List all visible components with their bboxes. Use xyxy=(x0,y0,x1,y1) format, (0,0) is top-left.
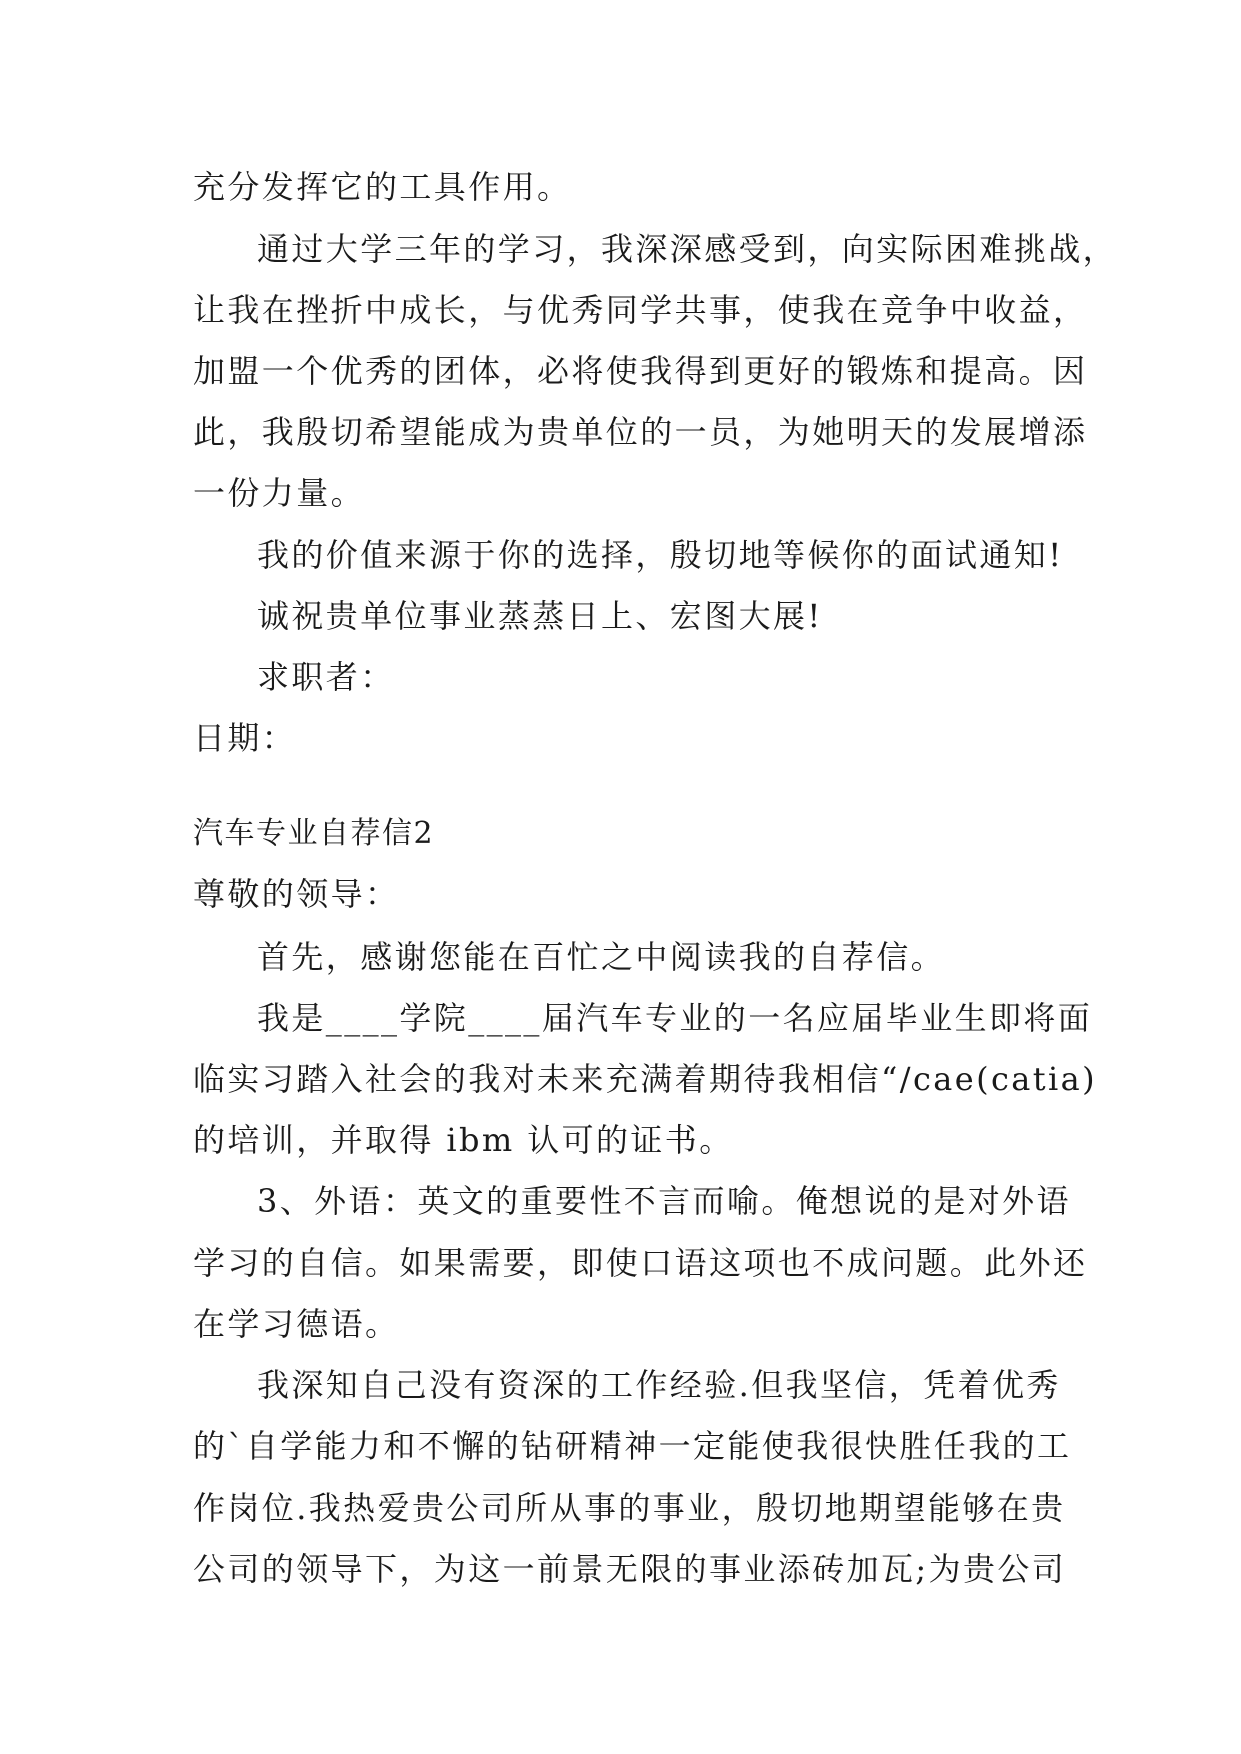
signature-label: 求职者： xyxy=(257,658,395,696)
body-text-line: 作岗位.我热爱贵公司所从事的事业，殷切地期望能够在贵 xyxy=(193,1489,1066,1527)
paragraph-text-line: 3、外语：英文的重要性不言而喻。俺想说的是对外语 xyxy=(257,1182,1071,1220)
paragraph-text-line: 我的价值来源于你的选择，殷切地等候你的面试通知! xyxy=(257,536,1064,574)
body-text-line: 学习的自信。如果需要，即使口语这项也不成问题。此外还 xyxy=(193,1244,1088,1282)
paragraph-text-line: 通过大学三年的学习，我深深感受到，向实际困难挑战， xyxy=(257,230,1118,268)
body-text-line: 此，我殷切希望能成为贵单位的一员，为她明天的发展增添 xyxy=(193,413,1088,451)
section-title: 汽车专业自荐信2 xyxy=(193,816,435,851)
body-text-line: 临实习踏入社会的我对未来充满着期待我相信“/cae(catia) xyxy=(193,1060,1098,1098)
salutation: 尊敬的领导： xyxy=(193,875,400,913)
body-text-line: 公司的领导下，为这一前景无限的事业添砖加瓦;为贵公司 xyxy=(193,1550,1067,1588)
paragraph-text-line: 我是____学院____届汽车专业的一名应届毕业生即将面 xyxy=(257,999,1093,1037)
paragraph-text-line: 首先，感谢您能在百忙之中阅读我的自荐信。 xyxy=(257,938,946,976)
body-text-line: 充分发挥它的工具作用。 xyxy=(193,168,572,206)
body-text-line: 的培训，并取得 ibm 认可的证书。 xyxy=(193,1121,734,1159)
date-label: 日期： xyxy=(193,719,297,757)
body-text-line: 的`自学能力和不懈的钻研精神一定能使我很快胜任我的工 xyxy=(193,1427,1072,1465)
paragraph-text-line: 诚祝贵单位事业蒸蒸日上、宏图大展! xyxy=(257,597,823,635)
body-text-line: 一份力量。 xyxy=(193,474,366,512)
body-text-line: 加盟一个优秀的团体，必将使我得到更好的锻炼和提高。因 xyxy=(193,352,1088,390)
paragraph-text-line: 我深知自己没有资深的工作经验.但我坚信，凭着优秀 xyxy=(257,1366,1061,1404)
body-text-line: 让我在挫折中成长，与优秀同学共事，使我在竞争中收益， xyxy=(193,291,1088,329)
body-text-line: 在学习德语。 xyxy=(193,1305,400,1343)
